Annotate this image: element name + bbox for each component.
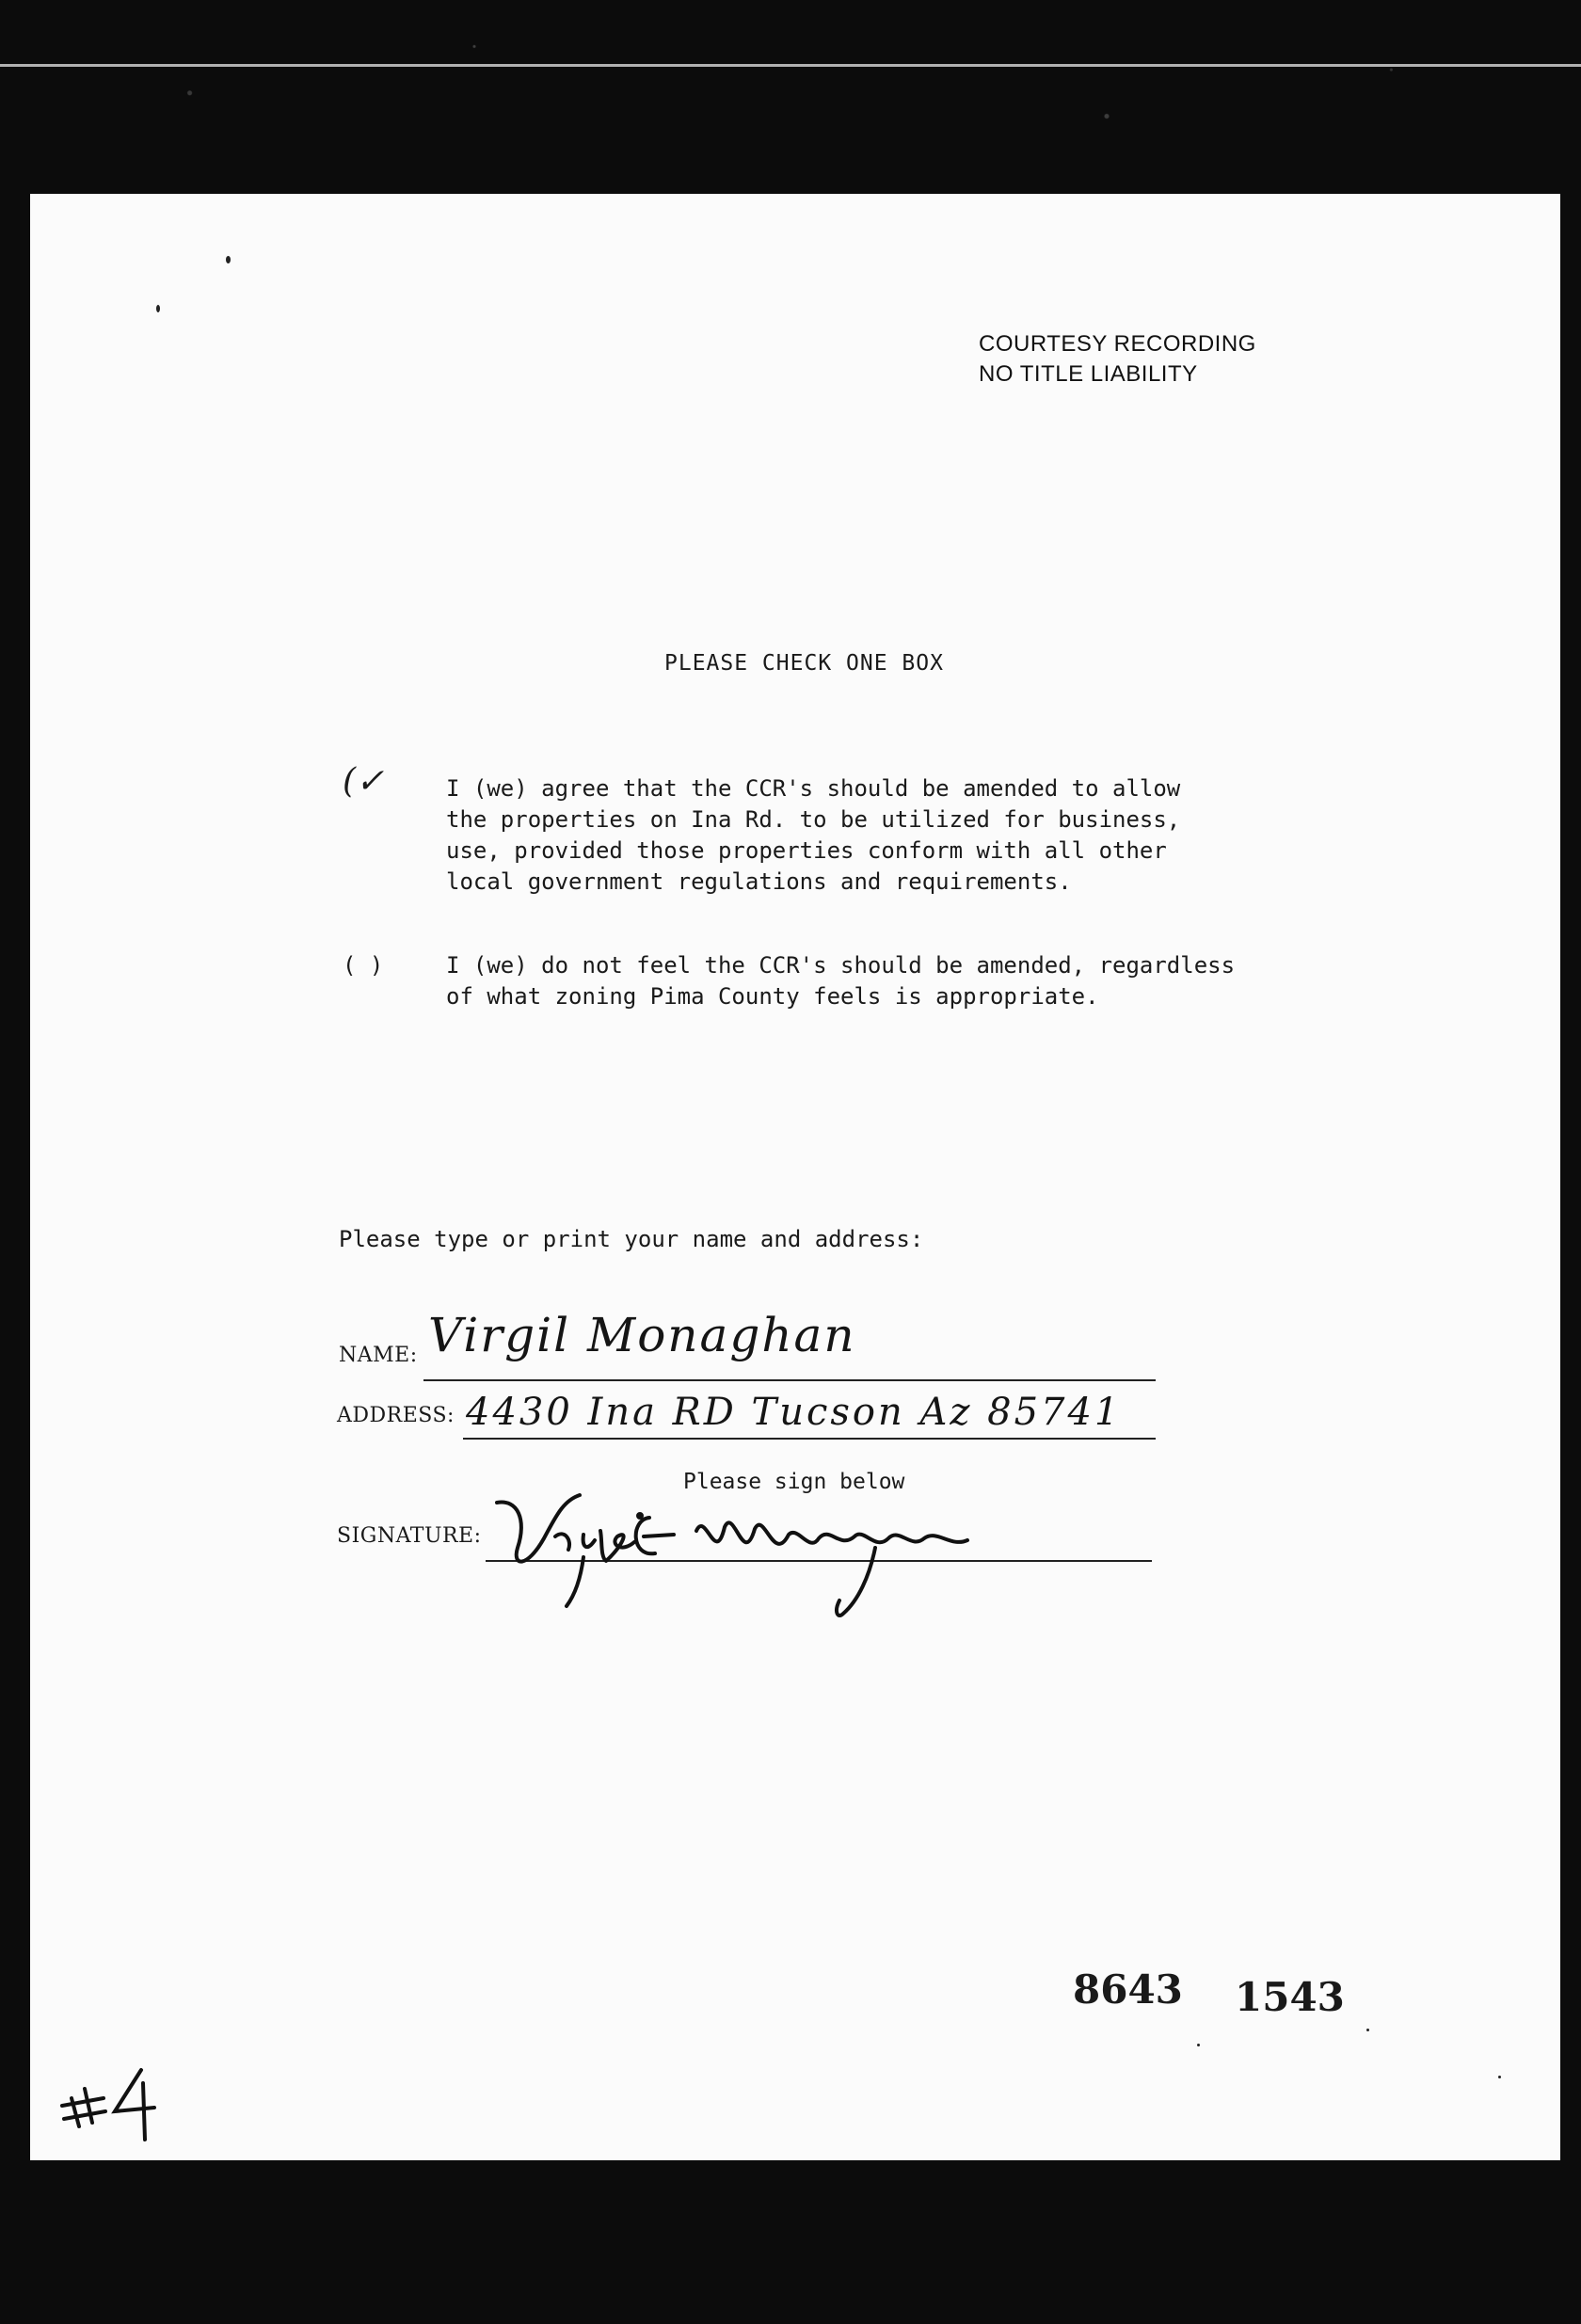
speck (156, 305, 160, 312)
stamp-line-2: NO TITLE LIABILITY (979, 361, 1198, 387)
address-label: ADDRESS: (337, 1404, 455, 1427)
checkbox-disagree-empty[interactable]: ( ) (343, 952, 384, 979)
checkbox-agree-checked[interactable]: (✓ (343, 762, 385, 801)
address-underline (463, 1438, 1156, 1440)
scan-artifact-line (0, 64, 1581, 67)
courtesy-recording-stamp (979, 329, 1256, 390)
stamp-line-1: COURTESY RECORDING (979, 331, 1256, 357)
option-agree-line: use, provided those properties conform with all other (446, 837, 1167, 864)
option-agree-text (446, 773, 1180, 898)
handwritten-signature[interactable] (489, 1482, 1092, 1632)
document-number-page: 1543 (1235, 1974, 1345, 2020)
name-field[interactable]: Virgil Monaghan (428, 1308, 856, 1362)
name-address-instruction: Please type or print your name and address: (339, 1226, 924, 1252)
address-field[interactable]: 4430 Ina RD Tucson Az 85741 (466, 1391, 1122, 1434)
name-underline (423, 1379, 1156, 1381)
option-disagree-line: I (we) do not feel the CCR's should be amended, regardless (446, 952, 1236, 979)
handwritten-page-mark (56, 2061, 169, 2145)
option-disagree-line: of what zoning Pima County feels is appropriate. (446, 983, 1099, 1010)
speck (1197, 2044, 1200, 2046)
speck (1366, 2029, 1369, 2031)
document-number-book: 8643 (1073, 1966, 1183, 2013)
option-agree-line: the properties on Ina Rd. to be utilized for business, (446, 806, 1181, 833)
option-agree-line: local government regulations and requirements. (446, 868, 1072, 895)
option-disagree-text (446, 950, 1235, 1012)
document-page (30, 194, 1560, 2160)
form-heading: PLEASE CHECK ONE BOX (664, 651, 944, 676)
option-agree-line: I (we) agree that the CCR's should be amended to allow (446, 775, 1181, 802)
name-label: NAME: (339, 1344, 418, 1367)
speck (1498, 2076, 1501, 2078)
signature-label: SIGNATURE: (337, 1524, 482, 1548)
sign-instruction: Please sign below (683, 1470, 905, 1494)
speck (226, 256, 231, 263)
